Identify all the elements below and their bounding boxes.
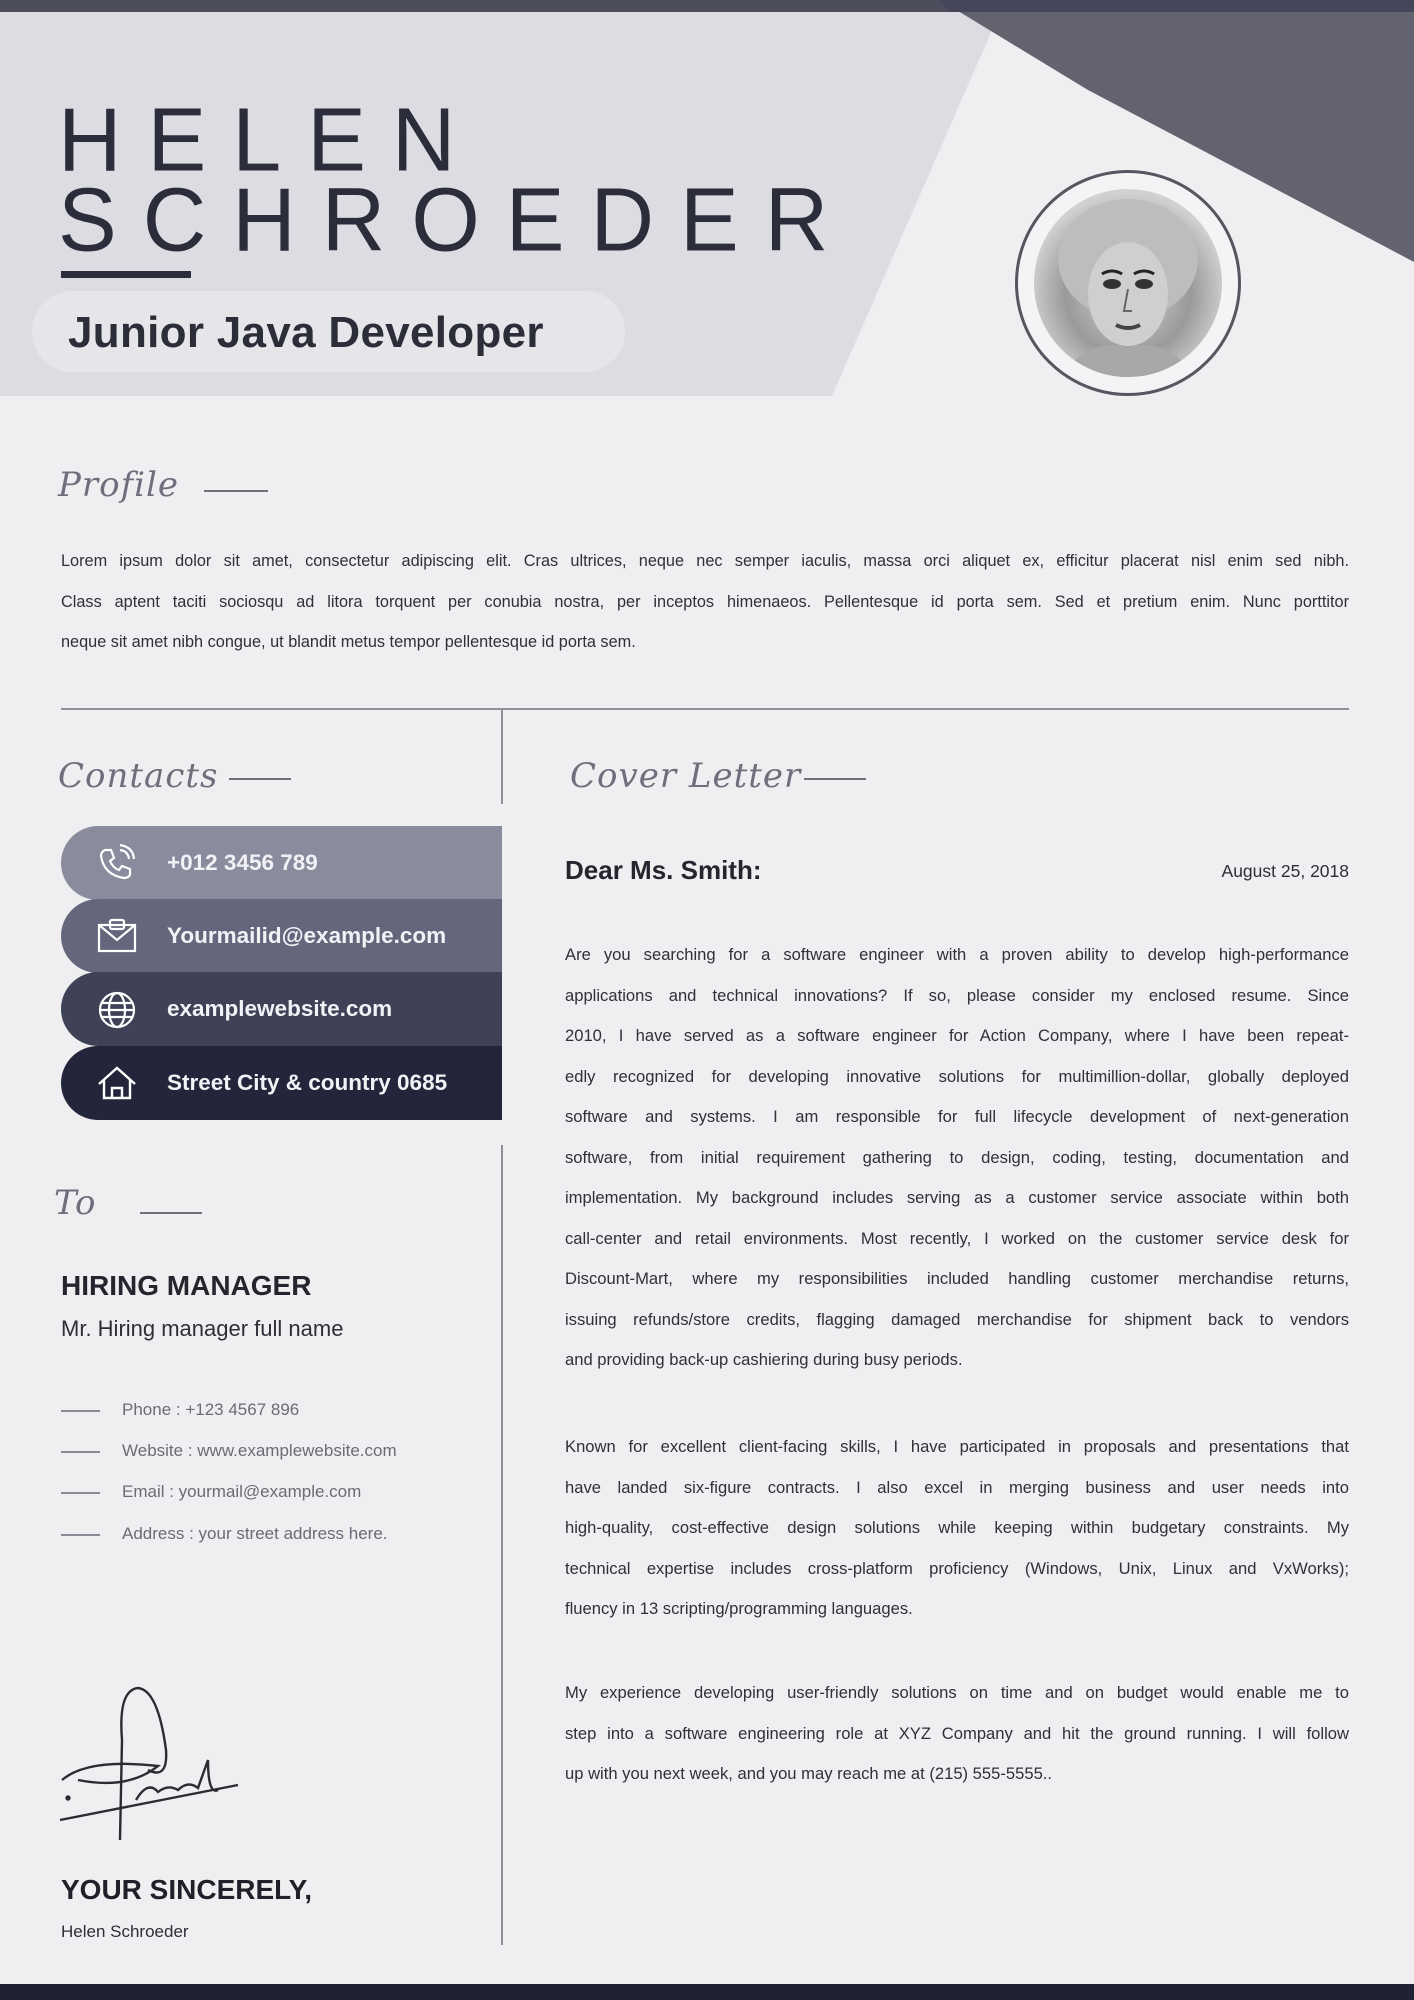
letter-line: 2010, I have served as a software engineer for Action Company, where I have been repeat-: [565, 1026, 1349, 1045]
envelope-icon: [97, 917, 137, 955]
contact-address[interactable]: [61, 1046, 502, 1120]
letter-date: August 25, 2018: [1221, 861, 1349, 881]
heading-dash: [229, 778, 291, 780]
contact-phone[interactable]: [61, 826, 502, 900]
recipient-address-text: Address : your street address here.: [122, 1524, 388, 1543]
profile-line: Class aptent taciti sociosqu ad litora torquent per conubia nostra, per inceptos himenaeos. Pellentesque id porta sem. Sed et pretium enim. Nunc porttitor: [61, 592, 1349, 611]
phone-icon: [97, 844, 135, 882]
letter-line: technical expertise includes cross-platform proficiency (Windows, Unix, Linux and VxWorks);: [565, 1558, 1349, 1578]
letter-paragraph: [565, 1426, 1349, 1629]
contact-address-text: Street City & country 0685: [167, 1070, 448, 1095]
recipient-title: HIRING MANAGER: [61, 1270, 312, 1301]
dash: [61, 1492, 100, 1494]
heading-dash: [204, 490, 268, 492]
job-title-badge: [32, 291, 625, 372]
name-underline: [61, 271, 191, 278]
globe-icon: [97, 990, 137, 1030]
contact-email-text: Yourmailid@example.com: [167, 923, 447, 948]
letter-line: have landed six-figure contracts. I also excel in merging business and user needs into: [565, 1477, 1349, 1497]
letter-line: high-quality, cost-effective design solutions while keeping within budgetary constraints. My: [565, 1518, 1349, 1537]
letter-paragraph: [565, 934, 1349, 1380]
salutation: Dear Ms. Smith:: [565, 855, 762, 885]
column-divider: [501, 710, 503, 804]
recipient-phone: [61, 1400, 299, 1420]
letter-line: software, from initial requirement gathering to design, coding, testing, documentation and: [565, 1147, 1349, 1167]
letter-line: Discount-Mart, where my responsibilities included handling customer merchandise returns,: [565, 1269, 1349, 1288]
heading-dash: [140, 1212, 202, 1214]
avatar: [1034, 189, 1222, 377]
profile-line: neque sit amet nibh congue, ut blandit metus tempor pellentesque id porta sem.: [61, 633, 636, 651]
recipient-email-text: Email : yourmail@example.com: [122, 1482, 362, 1501]
dash: [61, 1451, 100, 1453]
letter-line: step into a software engineering role at XYZ Company and hit the ground running. I will follow: [565, 1723, 1349, 1743]
contact-website[interactable]: [61, 972, 502, 1046]
letter-line: edly recognized for developing innovative solutions for multimillion-dollar, globally deployed: [565, 1066, 1349, 1086]
contacts-heading: Contacts: [58, 756, 219, 796]
dash: [61, 1534, 100, 1536]
letter-line: issuing refunds/store credits, flagging damaged merchandise for shipment back to vendors: [565, 1309, 1349, 1329]
section-divider: [61, 708, 1349, 710]
letter-line: and providing back-up cashiering during busy periods.: [565, 1350, 963, 1369]
to-heading: To: [54, 1183, 97, 1223]
letter-line: Are you searching for a software engineer with a proven ability to develop high-performance: [565, 945, 1349, 964]
recipient-website: [61, 1441, 397, 1461]
letter-line: call-center and retail environments. Most recently, I worked on the customer service desk for: [565, 1228, 1349, 1248]
recipient-name: Mr. Hiring manager full name: [61, 1316, 344, 1341]
profile-photo: [1015, 170, 1241, 396]
column-divider: [501, 1145, 503, 1945]
profile-text: [61, 541, 1349, 663]
home-icon: [97, 1064, 137, 1102]
letter-line: My experience developing user-friendly solutions on time and on budget would enable me to: [565, 1683, 1349, 1702]
signer-name: Helen Schroeder: [61, 1922, 189, 1941]
recipient-website-text: Website : www.examplewebsite.com: [122, 1441, 397, 1460]
letter-line: up with you next week, and you may reach me at (215) 555-5555..: [565, 1764, 1053, 1783]
contact-website-text: examplewebsite.com: [167, 996, 393, 1021]
letter-paragraph: [565, 1672, 1349, 1794]
profile-line: Lorem ipsum dolor sit amet, consectetur adipiscing elit. Cras ultrices, neque nec semper iaculis, massa orci aliquet ex, efficitur placerat nisl enim sed nibh.: [61, 552, 1349, 570]
contact-phone-text: +012 3456 789: [167, 850, 318, 875]
dash: [61, 1410, 100, 1412]
valediction: YOUR SINCERELY,: [61, 1874, 313, 1905]
contact-email[interactable]: [61, 899, 502, 973]
recipient-address: [61, 1524, 388, 1544]
recipient-phone-text: Phone : +123 4567 896: [122, 1400, 300, 1419]
letter-line: applications and technical innovations? If so, please consider my enclosed resume. Since: [565, 985, 1349, 1005]
letter-line: software and systems. I am responsible for full lifecycle development of next-generation: [565, 1107, 1349, 1126]
footer-bar: [0, 1984, 1414, 2000]
letter-line: Known for excellent client-facing skills, I have participated in proposals and presentations that: [565, 1437, 1349, 1456]
last-name: SCHROEDER: [58, 169, 855, 270]
profile-heading: Profile: [58, 465, 180, 505]
job-title: Junior Java Developer: [68, 308, 544, 357]
cover-letter-heading: Cover Letter: [570, 756, 802, 796]
heading-dash: [804, 778, 866, 780]
letter-line: implementation. My background includes serving as a customer service associate within both: [565, 1188, 1349, 1207]
letter-line: fluency in 13 scripting/programming languages.: [565, 1599, 913, 1618]
signature: [58, 1680, 258, 1860]
recipient-email: [61, 1482, 361, 1502]
first-name: HELEN: [58, 89, 482, 190]
